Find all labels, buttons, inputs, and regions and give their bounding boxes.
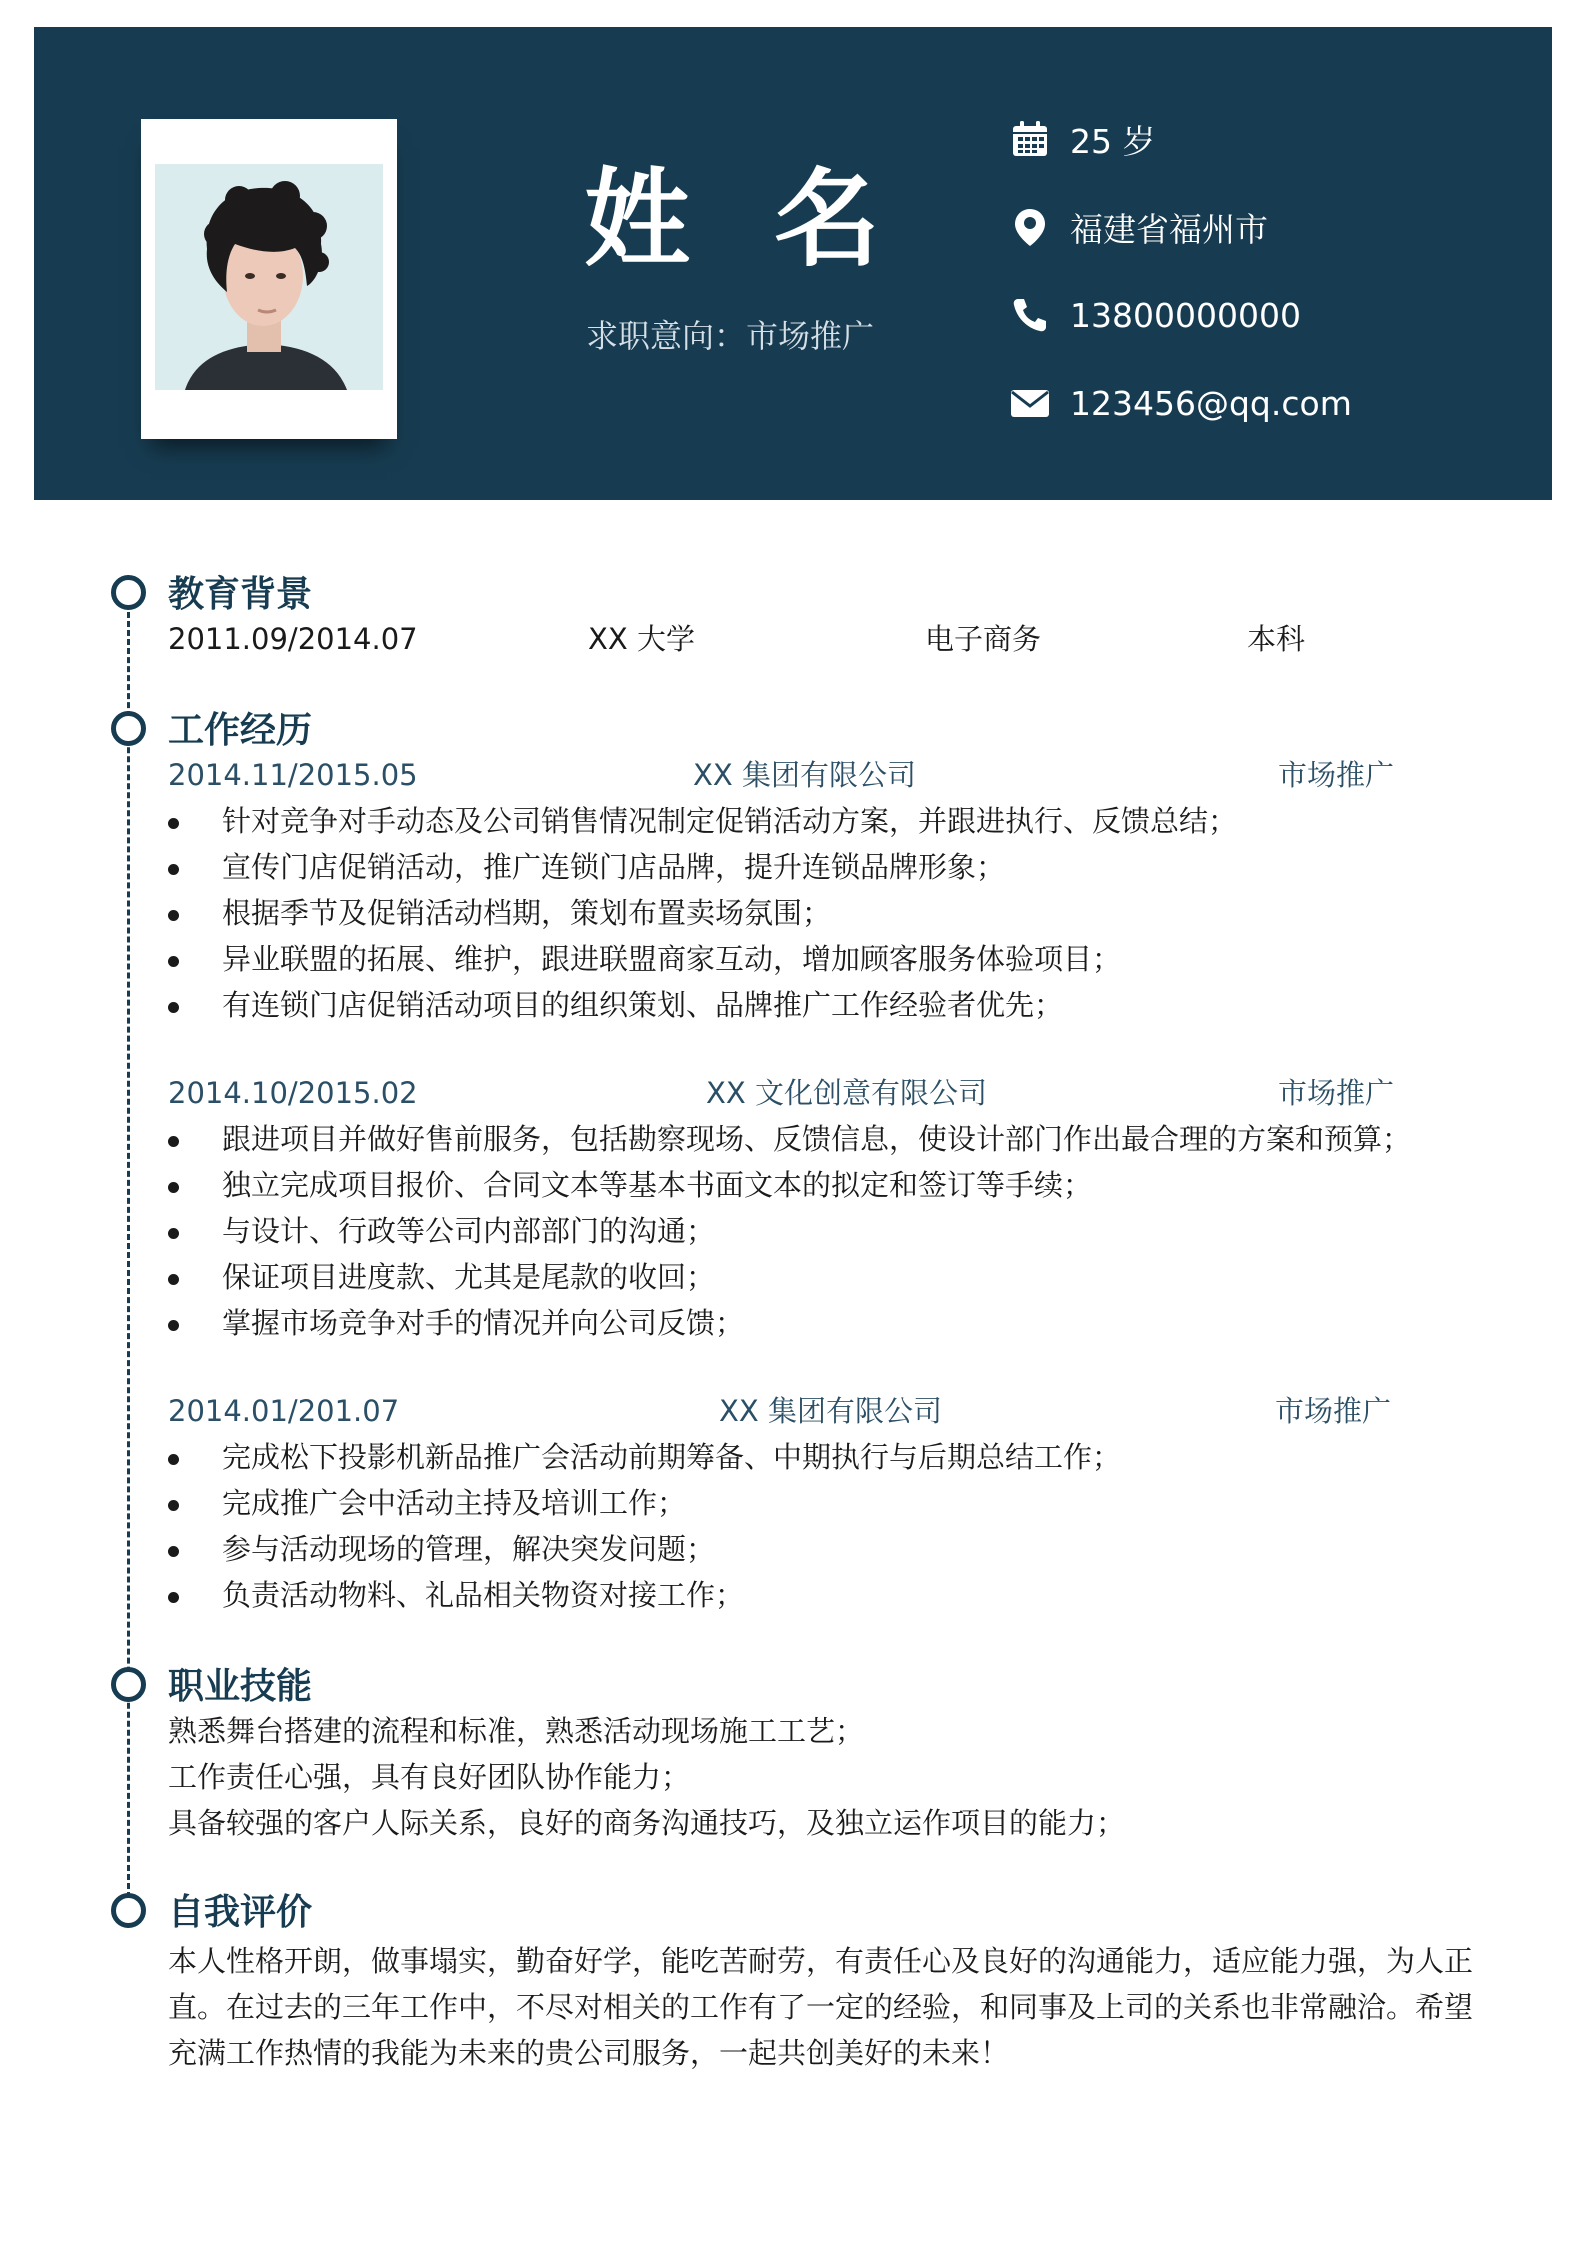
info-age xyxy=(1010,114,1155,164)
job-period: 2014.01/201.07 xyxy=(168,1394,400,1428)
bullet-dot xyxy=(168,956,179,967)
bullet-dot xyxy=(168,1274,179,1285)
bullet-dot xyxy=(168,1002,179,1013)
bullet-dot xyxy=(168,1500,179,1511)
bullet-dot xyxy=(168,1592,179,1603)
portrait-illustration xyxy=(155,164,383,390)
job-period: 2014.11/2015.05 xyxy=(168,758,418,792)
job-role: 市场推广 xyxy=(1278,758,1395,792)
bullet-dot xyxy=(168,864,179,875)
bullet-dot xyxy=(168,1182,179,1193)
location-text: 福建省福州市 xyxy=(1070,209,1268,249)
section-title-education: 教育背景 xyxy=(168,574,313,615)
skill-line: 熟悉舞台搭建的流程和标准，熟悉活动现场施工工艺； xyxy=(168,1714,865,1748)
self-eval-text: 本人性格开朗，做事塌实，勤奋好学，能吃苦耐劳，有责任心及良好的沟通能力，适应能力强，为人正直。在过去的三年工作中，不尽对相关的工作有了一定的经验，和同事及上司的关系也非常融洽。希望充满工作热情的我能为未来的贵公司服务，一起共创美好的未来！ xyxy=(168,1944,1474,2070)
info-location xyxy=(1010,202,1268,252)
timeline-dot xyxy=(111,711,146,746)
bullet-dot xyxy=(168,1228,179,1239)
job-company: XX 集团有限公司 xyxy=(719,1394,942,1428)
info-email xyxy=(1010,378,1352,428)
calendar-icon xyxy=(1010,119,1050,159)
location-pin-icon xyxy=(1010,207,1050,247)
photo-frame xyxy=(141,119,397,439)
bullet-dot xyxy=(168,818,179,829)
education-school: XX 大学 xyxy=(588,622,695,656)
bullet-dot xyxy=(168,1136,179,1147)
job-company: XX 集团有限公司 xyxy=(693,758,916,792)
education-degree: 本科 xyxy=(1247,622,1306,656)
timeline-line xyxy=(127,612,130,1907)
bullet-dot xyxy=(168,1320,179,1331)
skill-line: 具备较强的客户人际关系，良好的商务沟通技巧，及独立运作项目的能力； xyxy=(168,1806,1126,1840)
info-phone xyxy=(1010,290,1301,340)
job-role: 市场推广 xyxy=(1278,1076,1395,1110)
bullet-dot xyxy=(168,1454,179,1465)
age-text: 25 岁 xyxy=(1070,121,1156,161)
job-period: 2014.10/2015.02 xyxy=(168,1076,418,1110)
job-company: XX 文化创意有限公司 xyxy=(706,1076,987,1110)
bullet-dot xyxy=(168,1546,179,1557)
avatar xyxy=(155,164,383,390)
timeline-dot xyxy=(111,575,146,610)
email-text: 123456@qq.com xyxy=(1070,383,1352,423)
job-role: 市场推广 xyxy=(1275,1394,1392,1428)
section-title-self-eval: 自我评价 xyxy=(168,1892,313,1933)
header-banner xyxy=(34,27,1552,500)
section-title-skills: 职业技能 xyxy=(168,1666,313,1707)
education-period: 2011.09/2014.07 xyxy=(168,622,418,656)
timeline-dot xyxy=(111,1893,146,1928)
skill-line: 工作责任心强，具有良好团队协作能力； xyxy=(168,1760,691,1794)
phone-icon xyxy=(1010,295,1050,335)
phone-text: 13800000000 xyxy=(1070,295,1301,335)
bullet-dot xyxy=(168,910,179,921)
email-icon xyxy=(1010,383,1050,423)
candidate-name: 姓名 xyxy=(584,158,964,281)
education-major: 电子商务 xyxy=(925,622,1042,656)
section-title-work: 工作经历 xyxy=(168,710,313,751)
job-intent: 求职意向：市场推广 xyxy=(586,317,875,355)
timeline-dot xyxy=(111,1667,146,1702)
